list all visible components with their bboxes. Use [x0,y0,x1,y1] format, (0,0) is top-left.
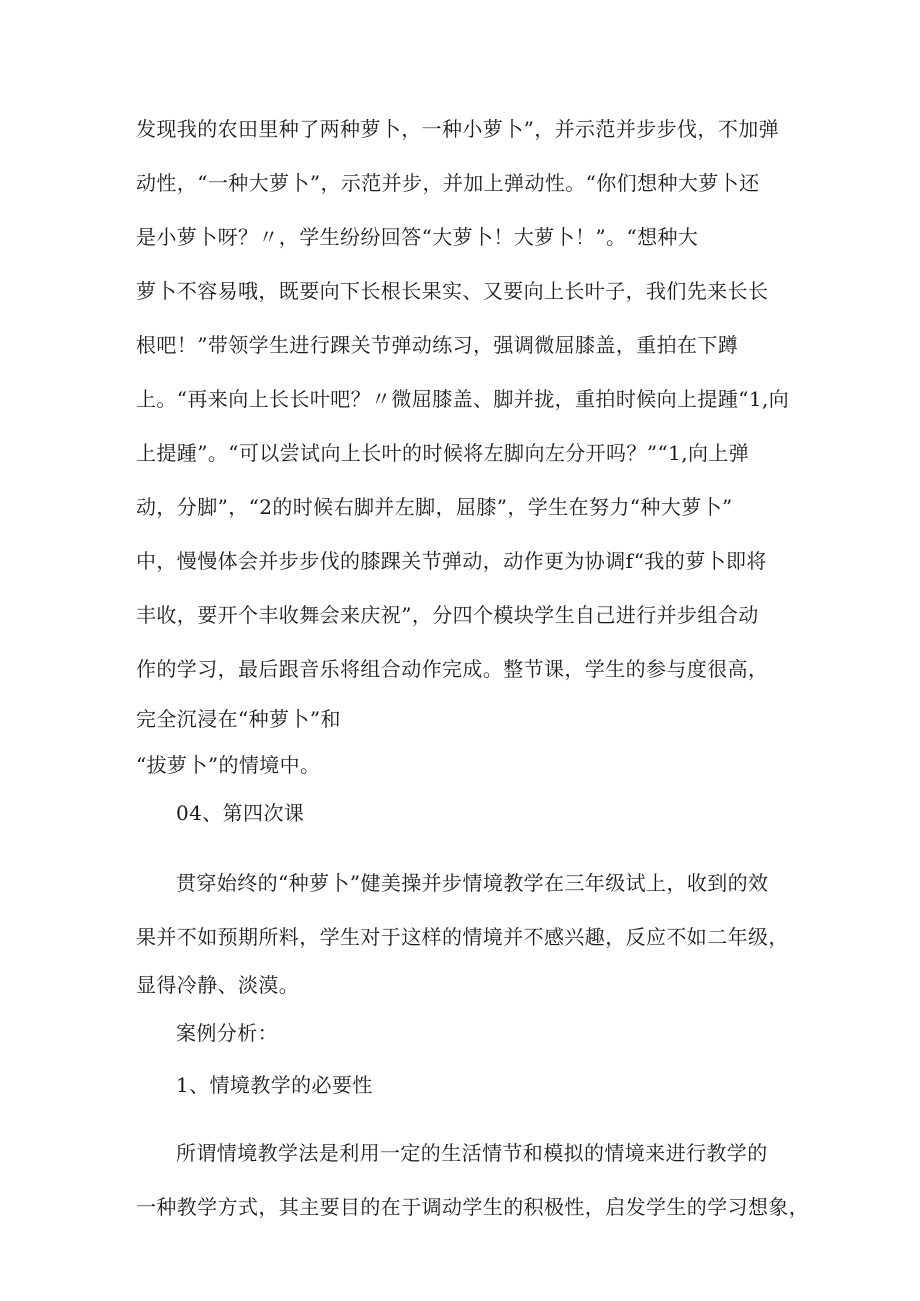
body-line-18: 一种教学方式，其主要目的在于调动学生的积极性，启发学生的学习想象， [136,1195,810,1219]
body-line-4: 萝卜不容易哦，既要向下长根长果实、又要向上长叶子，我们先来长长 [136,279,769,303]
section-heading-lesson-4: 04、第四次课 [176,801,305,825]
body-line-16: 显得冷静、淡漠。 [136,973,300,997]
body-line-3: 是小萝卜呀？〃，学生纷纷回答“大萝卜！大萝卜！”。“想种大 [136,225,699,249]
body-line-11: 作的学习，最后跟音乐将组合动作完成。整节课，学生的参与度很高， [136,657,769,681]
section-heading-case-analysis: 案例分析： [176,1021,278,1045]
body-line-12: 完全沉浸在“种萝卜”和 [136,707,341,731]
body-line-1: 发现我的农田里种了两种萝卜，一种小萝卜”，并示范并步步伐，不加弹 [136,117,780,141]
body-line-10: 丰收，要开个丰收舞会来庆祝”，分四个模块学生自己进行并步组合动 [136,603,759,627]
body-line-15: 果并不如预期所料，学生对于这样的情境并不感兴趣，反应不如二年级， [136,925,789,949]
body-line-8: 动，分脚”，“2的时候右脚并左脚，屈膝”，学生在努力“种大萝卜” [136,495,733,519]
body-line-7: 上提踵”。“可以尝试向上长叶的时候将左脚向左分开吗？”“1,向上弹 [136,441,750,465]
body-line-6: 上。“再来向上长长叶吧？〃微屈膝盖、脚并拢，重拍时候向上提踵“1,向 [136,387,790,411]
body-line-2: 动性，“一种大萝卜”，示范并步，并加上弹动性。“你们想种大萝卜还 [136,171,760,195]
subheading-necessity: 1、情境教学的必要性 [176,1073,373,1097]
body-line-14: 贯穿始终的“种萝卜”健美操并步情境教学在三年级试上，收到的效 [176,871,769,895]
body-line-9: 中，慢慢体会并步步伐的膝踝关节弹动，动作更为协调f“我的萝卜即将 [136,549,767,573]
body-line-5: 根吧！”带领学生进行踝关节弹动练习，强调微屈膝盖，重拍在下蹲 [136,333,739,357]
body-line-13: “拔萝卜”的情境中。 [136,753,321,777]
body-line-17: 所谓情境教学法是利用一定的生活情节和模拟的情境来进行教学的 [176,1141,768,1165]
